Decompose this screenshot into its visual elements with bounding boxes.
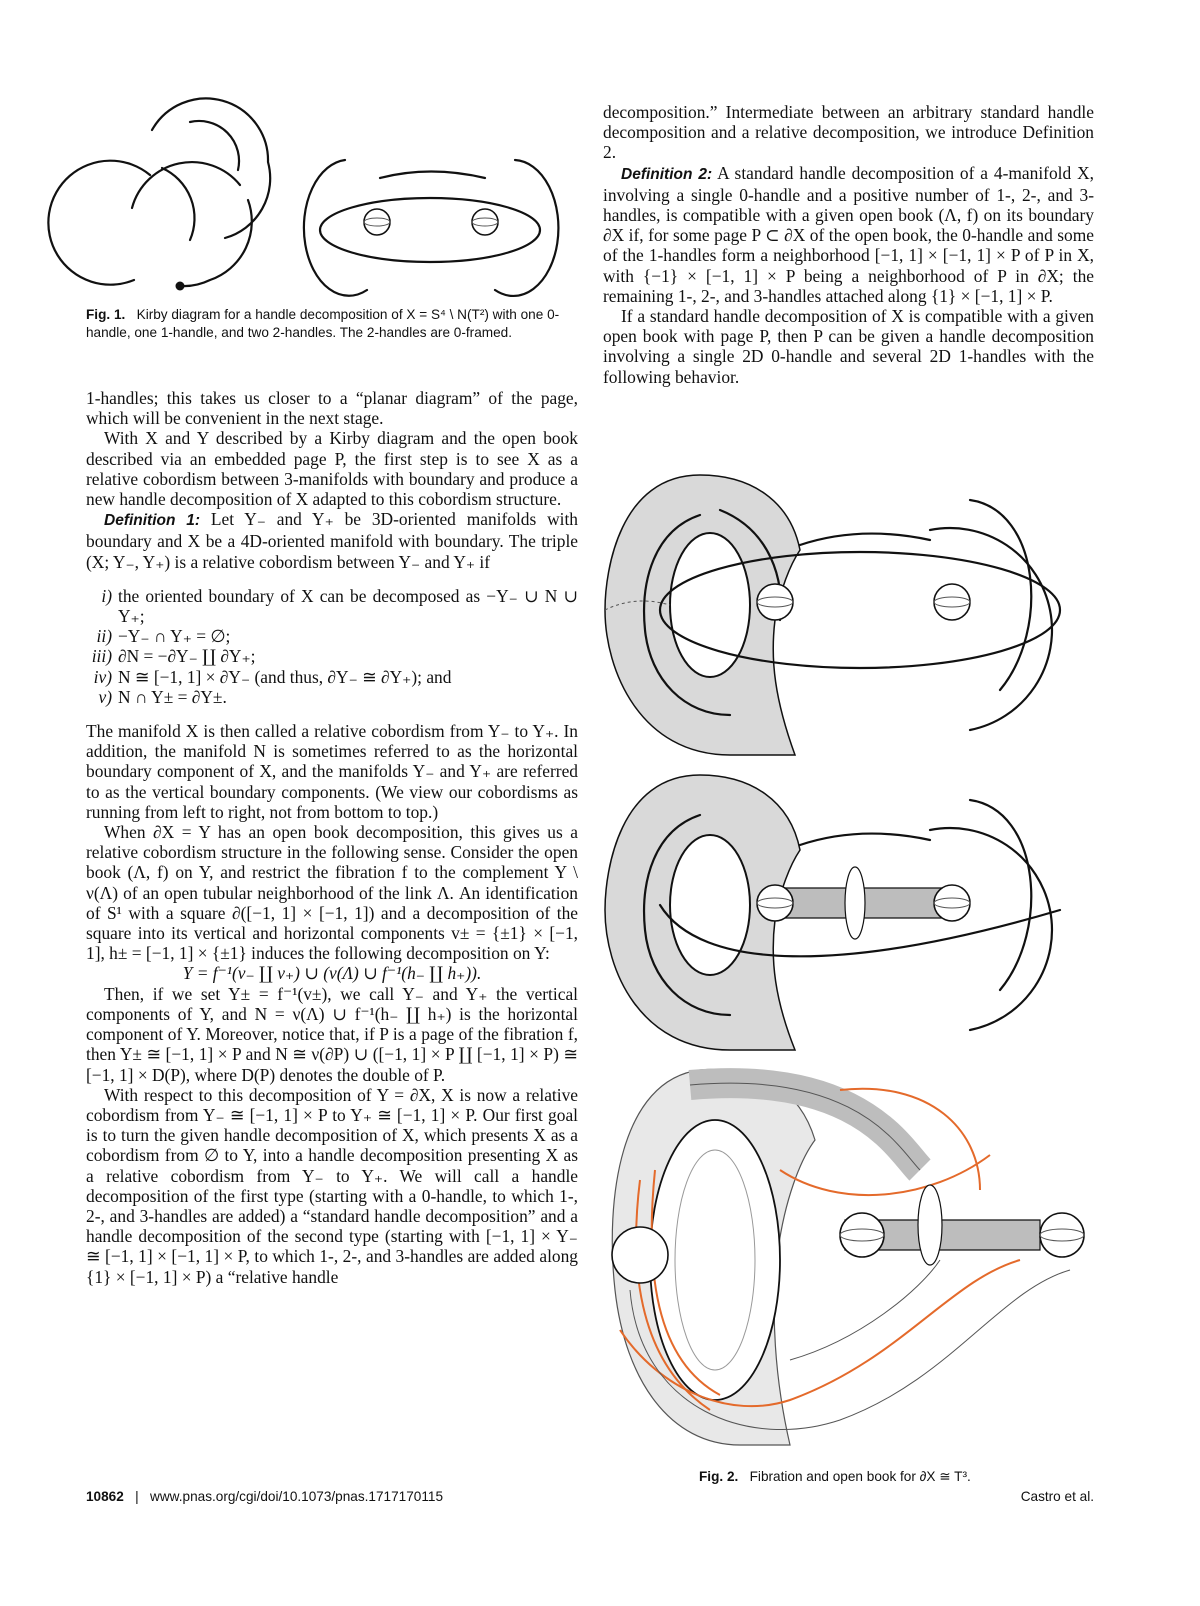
fig2-label: Fig. 2. [699, 1469, 739, 1484]
definition-2 [603, 163, 1094, 306]
definition-1-list [86, 586, 578, 707]
page-number: 10862 [86, 1489, 124, 1504]
fig1-one-handle-diagram [285, 150, 585, 310]
attaching-ball-left [757, 584, 793, 620]
list-item: iv) N ≅ [−1, 1] × ∂Y₋ (and thus, ∂Y₋ ≅ ∂Y₊); and [93, 666, 452, 687]
attaching-ball-left [612, 1227, 668, 1283]
attaching-ball-middle [840, 1213, 884, 1257]
fig1-label: Fig. 1. [86, 307, 126, 322]
list-item: v) N ∩ Y± = ∂Y±. [98, 686, 227, 707]
author-credit: Castro et al. [1020, 1489, 1094, 1504]
doi-link[interactable]: www.pnas.org/cgi/doi/10.1073/pnas.1717170115 [150, 1489, 444, 1504]
definition-1-body: Let Y₋ and Y₊ be 3D-oriented manifolds with boundary and X be a 4D-oriented manifold with boundary. The triple (X; Y₋, Y₊) is a relative cobordism between Y₋ and Y₊ if [86, 509, 578, 572]
fig1-caption-text: Kirby diagram for a handle decomposition of X = S⁴ \ N(T²) with one 0-handle, one 1-handle, and two 2-handles. The 2-handles are 0-framed. [86, 307, 560, 340]
list-item: i) the oriented boundary of X can be decomposed as −Y₋ ∪ N ∪ Y₊; [101, 585, 578, 627]
attaching-ball-right [472, 209, 498, 235]
fig1-caption [86, 306, 580, 342]
left-column [86, 388, 578, 1287]
right-column [603, 102, 1094, 387]
fig2-panel-c [600, 1060, 1100, 1450]
footer-separator: | [135, 1489, 139, 1504]
fig2-panel-a [600, 470, 1100, 760]
left-paragraph-3: The manifold X is then called a relative cobordism from Y₋ to Y₊. In addition, the manifold N is sometimes referred to as the horizontal boundary component of X, and the manifolds Y₋ and Y₊ are referred to as the vertical boundary components. (We view our cobordisms as running from left to right, not from bottom to top.) [86, 721, 578, 822]
basepoint-dot [176, 282, 185, 291]
left-paragraph-5: Then, if we set Y± = f⁻¹(v±), we call Y₋ and Y₊ the vertical components of Y, and N = ν(Λ) ∪ f⁻¹(h₋ ∐ h₊) is the horizontal component of Y. Moreover, notice that, if P is a page of the fibration f, then Y± ≅ [−1, 1] × P and N ≅ ν(∂P) ∪ ([−1, 1] × P ∐ [−1, 1] × P) ≅ [−1, 1] × D(P), where D(P) denotes the double of P. [86, 983, 578, 1085]
list-item: ii) −Y₋ ∩ Y₊ = ∅; [96, 626, 231, 647]
left-paragraph-4: When ∂X = Y has an open book decomposition, this gives us a relative cobordism structure in the following sense. Consider the open book (Λ, f) on Y, and restrict the fibration f to the complement Y \ ν(Λ) of an open tubular neighborhood of the link Λ. An identification of S¹ with a square ∂([−1, 1] × [−1, 1]) and a decomposition of the square into its vertical and horizontal components v± = {±1} × [−1, 1], h± = [−1, 1] × {±1} induces the following decomposition on Y: [86, 822, 578, 964]
fig2-caption [699, 1468, 1099, 1486]
definition-1 [86, 509, 578, 572]
left-paragraph-2: With X and Y described by a Kirby diagram and the open book described via an embedded page P, the first step is to see X as a relative cobordism between 3-manifolds with boundary and produce a new handle decomposition of X adapted to this cobordism structure. [86, 428, 578, 510]
definition-1-heading: Definition 1: [104, 512, 201, 530]
list-item: iii) ∂N = −∂Y₋ ∐ ∂Y₊; [91, 646, 256, 667]
definition-2-body: A standard handle decomposition of a 4-manifold X, involving a single 0-handle and a positive number of 1-, 2-, and 3-handles, is compatible with a given open book (Λ, f) on its boundary ∂X if, for some page P ⊂ ∂X of the open book, the 0-handle and some of the 1-handles form a neighborhood [−1, 1] × [−1, 1] × P of P in X, with {−1} × [−1, 1] × P being a neighborhood of P in ∂X; the remaining 1-, 2-, and 3-handles attached along {1} × [−1, 1] × P. [603, 162, 1095, 306]
fig2-panel-b [600, 770, 1100, 1055]
page-footer [86, 1489, 443, 1504]
attaching-ball-right [1040, 1213, 1084, 1257]
definition-2-heading: Definition 2: [621, 165, 713, 183]
fig2-caption-text: Fibration and open book for ∂X ≅ T³. [749, 1469, 971, 1484]
left-paragraph-1: 1-handles; this takes us closer to a “planar diagram” of the page, which will be convenient in the next stage. [86, 388, 578, 429]
attaching-ball-left [364, 209, 390, 235]
attaching-ball-right [934, 584, 970, 620]
right-paragraph-1: decomposition.” Intermediate between an arbitrary standard handle decomposition and a relative decomposition, we introduce Definition 2. [603, 102, 1094, 163]
left-paragraph-6: With respect to this decomposition of Y = ∂X, X is now a relative cobordism from Y₋ ≅ [−1, 1] × P to Y₊ ≅ [−1, 1] × P. Our first goal is to turn the given handle decomposition of X, which presents X as a cobordism from ∅ to Y, into a handle decomposition presenting X as a relative cobordism from Y₋ to Y₊. We will call a handle decomposition of the first type (starting with a 0-handle, to which 1-, 2-, and 3-handles are added) a “standard handle decomposition” and a handle decomposition of the second type (starting with [−1, 1] × Y₋ ≅ [−1, 1] × [−1, 1] × P, to which 1-, 2-, and 3-handles are added along {1} × [−1, 1] × P) a “relative handle [86, 1084, 578, 1287]
decomposition-equation: Y = f⁻¹(v₋ ∐ v₊) ∪ (ν(Λ) ∪ f⁻¹(h₋ ∐ h₊)). [182, 963, 482, 984]
right-paragraph-2: If a standard handle decomposition of X is compatible with a given open book with page P, then P can be given a handle decomposition involving a single 2D 0-handle and several 2D 1-handles with the following behavior. [603, 306, 1094, 387]
fig1-trefoil-diagram [80, 100, 280, 300]
